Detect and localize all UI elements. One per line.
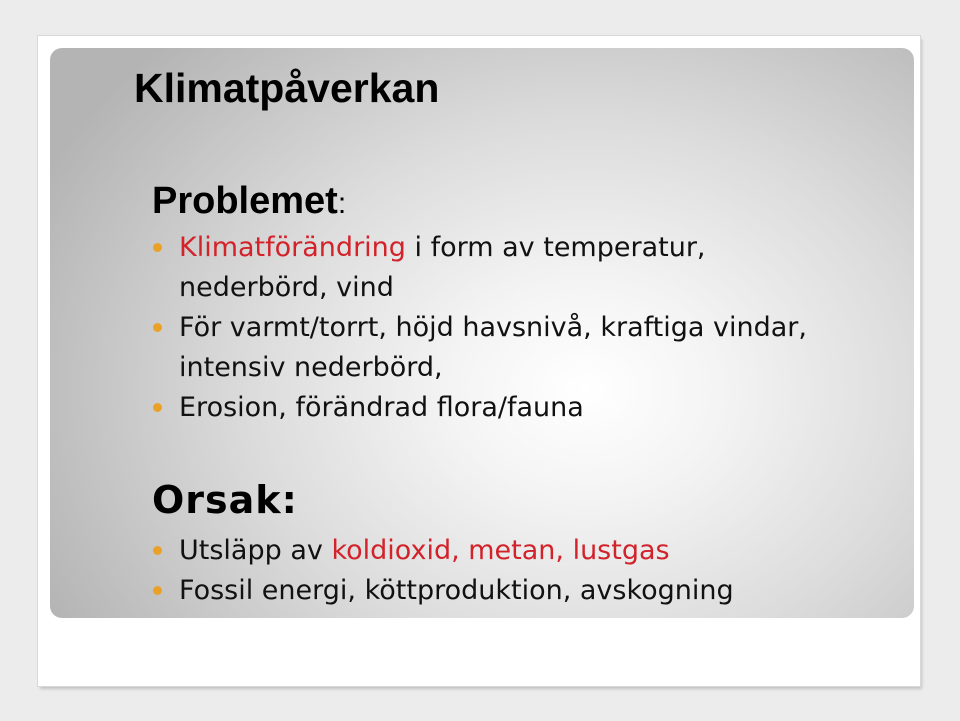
list-item-text: Utsläpp av	[179, 535, 332, 566]
bullet-dot-icon	[153, 546, 162, 555]
bullet-dot-icon	[153, 586, 162, 595]
problem-list	[152, 228, 872, 428]
bullet-dot-icon	[153, 243, 162, 252]
problem-heading	[152, 181, 346, 223]
cause-list	[152, 531, 872, 611]
list-item	[152, 531, 872, 571]
list-item	[152, 388, 872, 428]
cause-heading: Orsak:	[152, 478, 298, 522]
bullet-dot-icon	[153, 323, 162, 332]
list-item	[152, 228, 829, 308]
list-item-highlight: koldioxid, metan, lustgas	[331, 535, 670, 566]
list-item-text: Fossil energi, köttproduktion, avskogning	[179, 575, 734, 606]
list-item	[152, 571, 872, 611]
list-item	[152, 308, 829, 388]
list-item-text: i form av temperatur, nederbörd, vind	[179, 232, 706, 303]
list-item-highlight: Klimatförändring	[179, 232, 406, 263]
list-item-text: Erosion, förändrad flora/fauna	[179, 392, 584, 423]
problem-heading-text: Problemet	[152, 180, 338, 222]
bullet-dot-icon	[153, 403, 162, 412]
slide-title: Klimatpåverkan	[134, 65, 440, 111]
problem-heading-colon: :	[337, 187, 347, 220]
list-item-text: För varmt/torrt, höjd havsnivå, kraftiga vindar, intensiv nederbörd,	[179, 312, 807, 383]
